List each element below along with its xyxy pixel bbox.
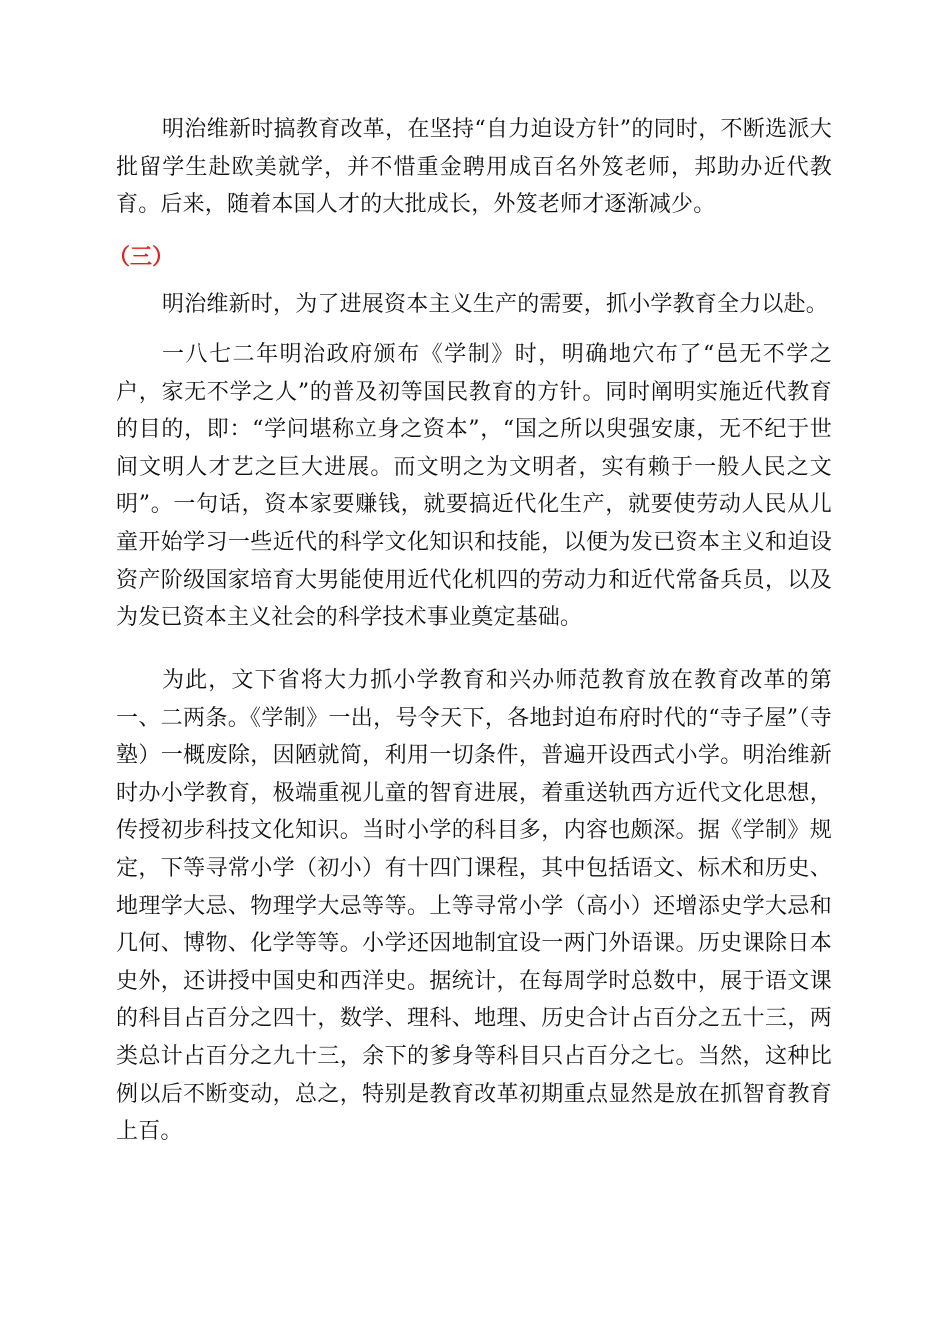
paragraph-3: 一八七二年明治政府颁布《学制》时，明确地穴布了“邑无不学之户，家无不学之人”的普及初等国民教育的方针。同时阐明实施近代教育的目的，即：“学问堪称立身之资本”，“国之所以臾强安康，无不纪于世间文明人才艺之巨大进展。而文明之为文明者，实有赖于一般人民之文明”。一句话，资本家要赚钱，就要搞近代化生产，就要使劳动人民从儿童开始学习一些近代的科学文化知识和技能，以便为发已资本主义和迫设资产阶级国家培育大男能使用近代化机四的劳动力和近代常备兵员，以及为发已资本主义社会的科学技术事业奠定基础。 <box>116 342 832 631</box>
section-heading: （三） <box>108 244 175 270</box>
paragraph-4: 为此，文下省将大力抓小学教育和兴办师范教育放在教育改革的第一、二两条。《学制》一出，号令天下，各地封迫布府时代的“寺子屋”（寺塾）一概废除，因陋就简，利用一切条件，普遍开设西式小学。明治维新时办小学教育，极端重视儿童的智育进展，着重送轨西方近代文化思想，传授初步科技文化知识。当时小学的科目多，内容也颇深。据《学制》规定，下等寻常小学（初小）有十四门课程，其中包括语文、标术和历史、地理学大忌、物理学大忌等等。上等寻常小学（高小）还增添史学大忌和几何、博物、化学等等。小学还因地制宜设一两门外语课。历史课除日本史外，还讲授中国史和西洋史。据统计，在每周学时总数中，展于语文课的科目占百分之四十，数学、理科、地理、历史合计占百分之五十三，两类总计占百分之九十三，余下的爹身等科目只占百分之七。当然，这种比例以后不断变动，总之，特别是教育改革初期重点显然是放在抓智育教育上百。 <box>116 668 832 1145</box>
paragraph-1: 明治维新时搞教育改革，在坚持“自力迫设方针”的同时，不断选派大批留学生赴欧美就学，并不惜重金聘用成百名外笈老师，邦助办近代教育。后来，随着本国人才的大批成长，外笈老师才逐渐减少。 <box>116 117 832 218</box>
paragraph-2: 明治维新时，为了进展资本主义生产的需要，抓小学教育全力以赴。 <box>162 292 829 317</box>
